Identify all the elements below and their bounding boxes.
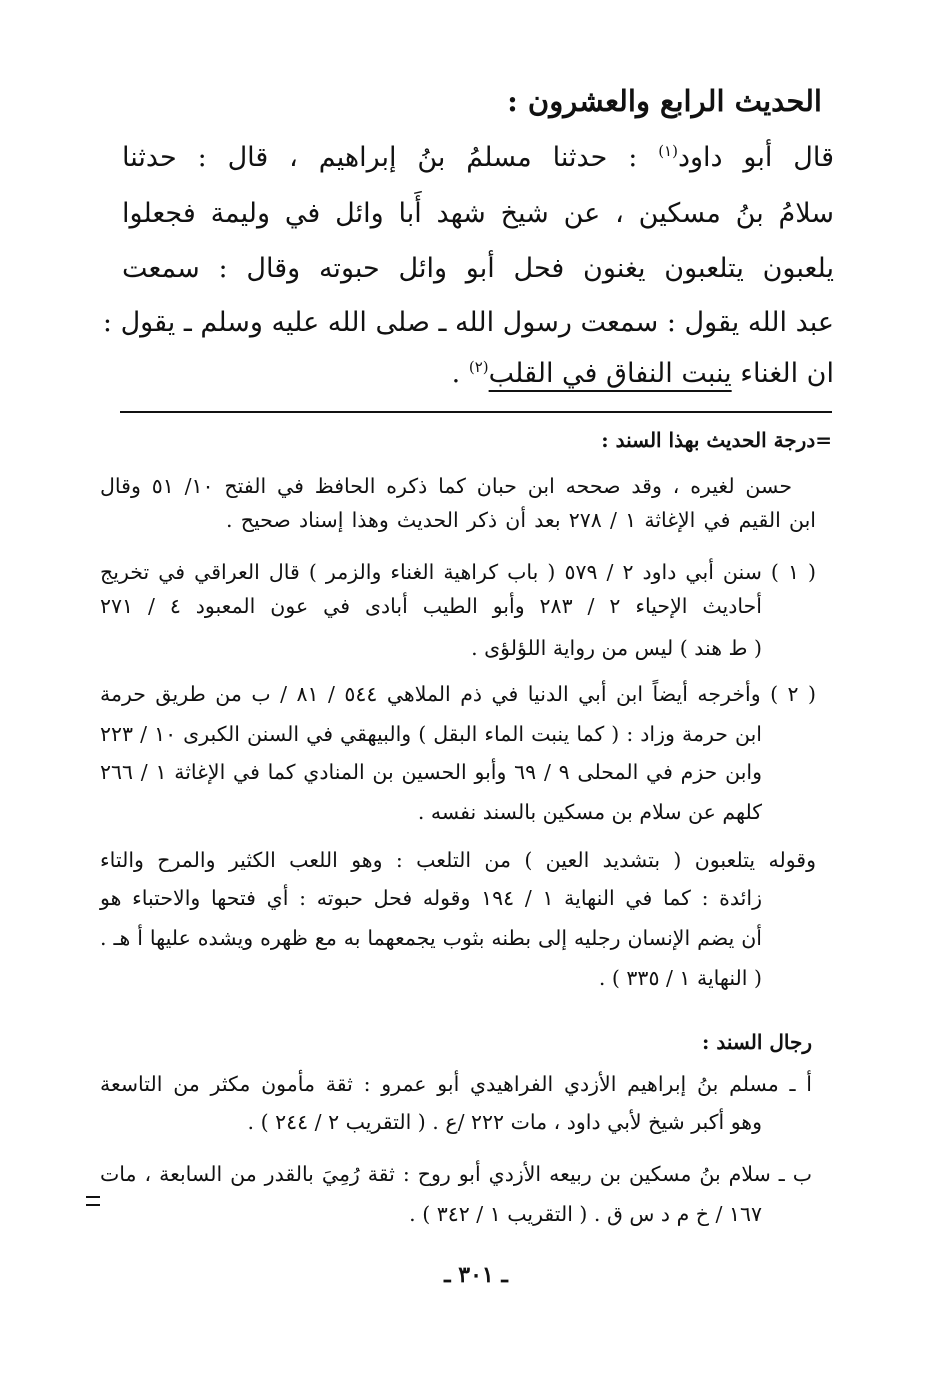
grade-title: =درجة الحديث بهذا السند : [601,428,832,452]
narrator-a-line-2: وهو أكبر شيخ لأبي داود ، مات ٢٢٢ /ع . ( التقريب ٢ / ٢٤٤ ) . [247,1110,762,1134]
footnote-1-line-1: ( ١ ) سنن أبي داود ٢ / ٥٧٩ ( باب كراهية الغناء والزمر ) قال العراقي في تخريج [100,560,817,584]
hadith-line-5-start: ان الغناء [740,358,834,389]
note-line-1: وقوله يتلعبون ( بتشديد العين ) من التلعب : وهو اللعب الكثير والمرح والتاء [100,848,816,872]
narrator-a-line-1: أ ـ مسلم بنُ إبراهيم الأزدي الفراهيدي أبو عمرو : ثقة مأمون مكثر من التاسعة [100,1072,812,1096]
note-line-4: ( النهاية ١ / ٣٣٥ ) . [598,966,762,990]
footnote-ref-2: (٢) [468,358,489,376]
hadith-line-5 [122,358,834,389]
hadith-line-1-start: قال أبو داود [677,142,834,173]
footnote-2-line-3: وابن حزم في المحلى ٩ / ٦٩ وأبو الحسين بن المنادي كما في الإغاثة ١ / ٢٦٦ [100,760,762,784]
footnote-2-line-4: كلهم عن سلام بن مسكين بالسند نفسه . [417,800,762,824]
note-line-3: أن يضم الإنسان رجليه إلى بطنه بثوب يجمعهما به مع ظهره ويشده عليها أ هـ . [100,926,762,950]
narrators-title: رجال السند : [702,1030,812,1054]
hadith-line-3: يلعبون يتلعبون يغنون فحل أبو وائل حبوته وقال : سمعت [122,253,834,284]
note-line-2: زائدة : كما في النهاية ١ / ١٩٤ وقوله فحل حبوته : أي فتحها والاحتباء هو [100,886,762,910]
footnote-ref-1: (١) [658,142,678,160]
grade-line-1: حسن لغيره ، وقد صححه ابن حبان كما ذكره الحافظ في الفتح ١٠/ ٥١ وقال [100,474,792,498]
continuation-mark [86,1196,100,1206]
page-number: ـ ٣٠١ ـ [444,1262,508,1288]
hadith-line-5-underlined: ينبت النفاق في القلب [488,358,732,389]
footnote-separator [120,411,832,413]
grade-line-2: ابن القيم في الإغاثة ١ / ٢٧٨ بعد أن ذكر الحديث وهذا إسناد صحيح . [226,508,816,532]
footnote-1-line-2: أحاديث الإحياء ٢ / ٢٨٣ وأبو الطيب أبادى في عون المعبود ٤ / ٢٧١ [100,594,762,618]
hadith-line-2: سلامُ بنُ مسكين ، عن شيخ شهد أَبا وائل في وليمة فجعلوا [122,198,834,229]
hadith-line-1-end: : حدثنا مسلمُ بنُ إبراهيم ، قال : حدثنا [122,142,638,173]
hadith-heading: الحديث الرابع والعشرون : [507,84,822,118]
hadith-line-4: عبد الله يقول : سمعت رسول الله ـ صلى الله عليه وسلم ـ يقول : [102,307,834,338]
hadith-line-5-period: . [451,358,461,389]
footnote-2-line-1: ( ٢ ) وأخرجه أيضاً ابن أبي الدنيا في ذم الملاهي ٥٤٤ / ٨١ / ب من طريق حرمة [100,682,816,706]
narrator-b-line-1: ب ـ سلام بنُ مسكين بن ربيعه الأزدي أبو روح : ثقة رُمِيَ بالقدر من السابعة ، مات [100,1162,812,1186]
footnote-1-line-3: ( ط هند ) ليس من رواية اللؤلؤى . [471,636,762,660]
hadith-line-1 [122,142,834,173]
footnote-2-line-2: ابن حرمة وزاد : ( كما ينبت الماء البقل ) والبيهقي في السنن الكبرى ١٠ / ٢٢٣ [100,722,762,746]
narrator-b-line-2: ١٦٧ / خ م د س ق . ( التقريب ١ / ٣٤٢ ) . [409,1202,762,1226]
